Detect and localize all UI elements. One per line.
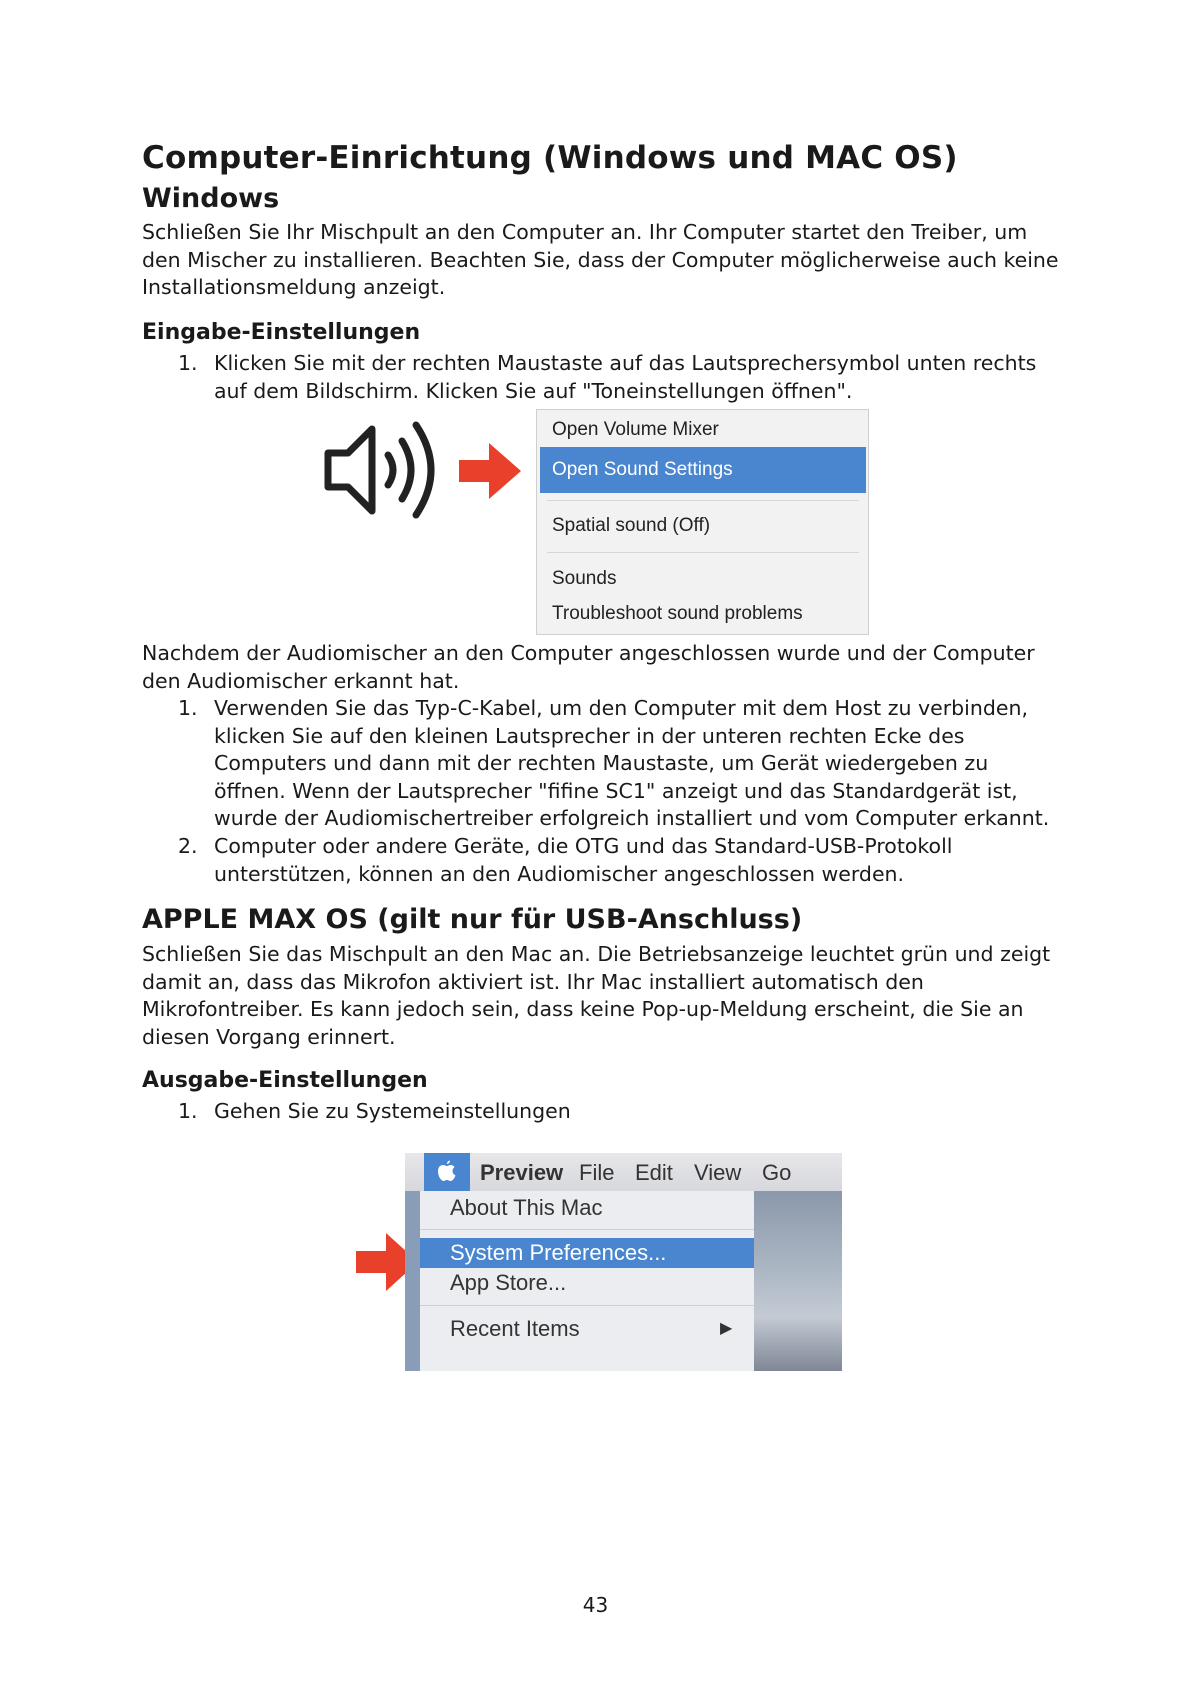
menubar-go[interactable]: Go xyxy=(762,1160,792,1185)
list-item xyxy=(178,833,1058,888)
menu-item-recent-items[interactable]: Recent Items xyxy=(450,1316,580,1341)
menu-item-troubleshoot[interactable]: Troubleshoot sound problems xyxy=(552,603,803,624)
apple-logo-icon[interactable] xyxy=(424,1153,470,1191)
windows-heading: Windows xyxy=(142,183,280,214)
windows-intro: Schließen Sie Ihr Mischpult an den Computer an. Ihr Computer startet den Treiber, um den Mischer zu installieren. Beachten Sie, dass der Computer möglicherweise auch keine Installationsmeldung anzeigt. xyxy=(142,220,1059,300)
apple-menu xyxy=(420,1191,754,1371)
after-steps-list xyxy=(178,695,1058,888)
page-number: 43 xyxy=(582,1593,609,1617)
menu-item-open-sound-settings[interactable]: Open Sound Settings xyxy=(552,459,733,480)
input-steps-list xyxy=(178,350,1058,405)
menubar-file[interactable]: File xyxy=(579,1160,615,1185)
list-text: Computer oder andere Geräte, die OTG und das Standard-USB-Protokoll unterstützen, können an den Audiomischer angeschlossen werden. xyxy=(214,833,953,886)
page-title: Computer-Einrichtung (Windows und MAC OS) xyxy=(142,140,958,176)
menu-item-system-preferences[interactable]: System Preferences... xyxy=(450,1240,667,1265)
windows-context-menu xyxy=(536,409,869,635)
input-settings-heading: Eingabe-Einstellungen xyxy=(142,320,421,345)
list-text: Klicken Sie mit der rechten Maustaste auf das Lautsprechersymbol unten rechts auf dem Bildschirm. Klicken Sie auf "Toneinstellungen öffnen". xyxy=(214,351,1037,403)
windows-sound-figure xyxy=(322,409,882,637)
after-connect-text: Nachdem der Audiomischer an den Computer angeschlossen wurde und der Computer den Audiomischer erkannt hat. xyxy=(142,641,1035,693)
menu-separator xyxy=(420,1229,754,1230)
list-number: 1. xyxy=(178,1099,198,1123)
list-text: Gehen Sie zu Systemeinstellungen xyxy=(214,1099,571,1123)
menubar-edit[interactable]: Edit xyxy=(635,1160,673,1185)
list-number: 2. xyxy=(178,833,198,858)
mac-menu-screenshot xyxy=(405,1153,842,1371)
menu-item-open-volume-mixer[interactable]: Open Volume Mixer xyxy=(552,419,719,440)
list-number: 1. xyxy=(178,351,198,375)
menu-item-app-store[interactable]: App Store... xyxy=(450,1270,567,1295)
list-item xyxy=(178,1098,1058,1126)
mac-menu-bar xyxy=(405,1153,842,1192)
list-item xyxy=(178,695,1058,833)
arrow-right-icon xyxy=(459,443,521,499)
menu-separator xyxy=(420,1305,754,1306)
submenu-arrow-icon: ▶ xyxy=(720,1320,733,1337)
menu-separator xyxy=(547,500,859,501)
mac-intro: Schließen Sie das Mischpult an den Mac an. Die Betriebsanzeige leuchtet grün und zeigt damit an, dass das Mikrofon aktiviert ist. Ihr Mac installiert automatisch den Mikrofontreiber. Es kann jedoch sein, dass keine Pop-up-Meldung erscheint, die Sie an diesen Vorgang erinnert. xyxy=(142,942,1051,1049)
apple-icon xyxy=(424,1153,470,1191)
mac-apple-menu-figure xyxy=(356,1153,846,1371)
menu-item-sounds[interactable]: Sounds xyxy=(552,568,617,589)
desktop-background xyxy=(754,1191,842,1371)
menu-item-spatial-sound[interactable]: Spatial sound (Off) xyxy=(552,515,711,536)
menu-separator xyxy=(547,552,859,553)
speaker-icon xyxy=(322,415,447,525)
mac-heading: APPLE MAX OS (gilt nur für USB-Anschluss) xyxy=(142,904,803,935)
list-item xyxy=(178,350,1058,405)
window-edge xyxy=(405,1191,420,1371)
output-steps-list xyxy=(178,1098,1058,1126)
list-text: Verwenden Sie das Typ-C-Kabel, um den Computer mit dem Host zu verbinden, klicken Sie auf den kleinen Lautsprecher in der unteren rechten Ecke des Computers und dann mit der rechten Maustaste, um Gerät wiedergeben zu öffnen. Wenn der Lautsprecher "fifine SC1" anzeigt und das Standardgerät ist, wurde der Audiomischertreiber erfolgreich installiert und vom Computer erkannt. xyxy=(214,696,1050,831)
menubar-view[interactable]: View xyxy=(694,1160,742,1185)
menu-item-about-this-mac[interactable]: About This Mac xyxy=(450,1195,603,1220)
list-number: 1. xyxy=(178,696,198,720)
output-settings-heading: Ausgabe-Einstellungen xyxy=(142,1068,428,1093)
menubar-preview[interactable]: Preview xyxy=(480,1160,564,1185)
